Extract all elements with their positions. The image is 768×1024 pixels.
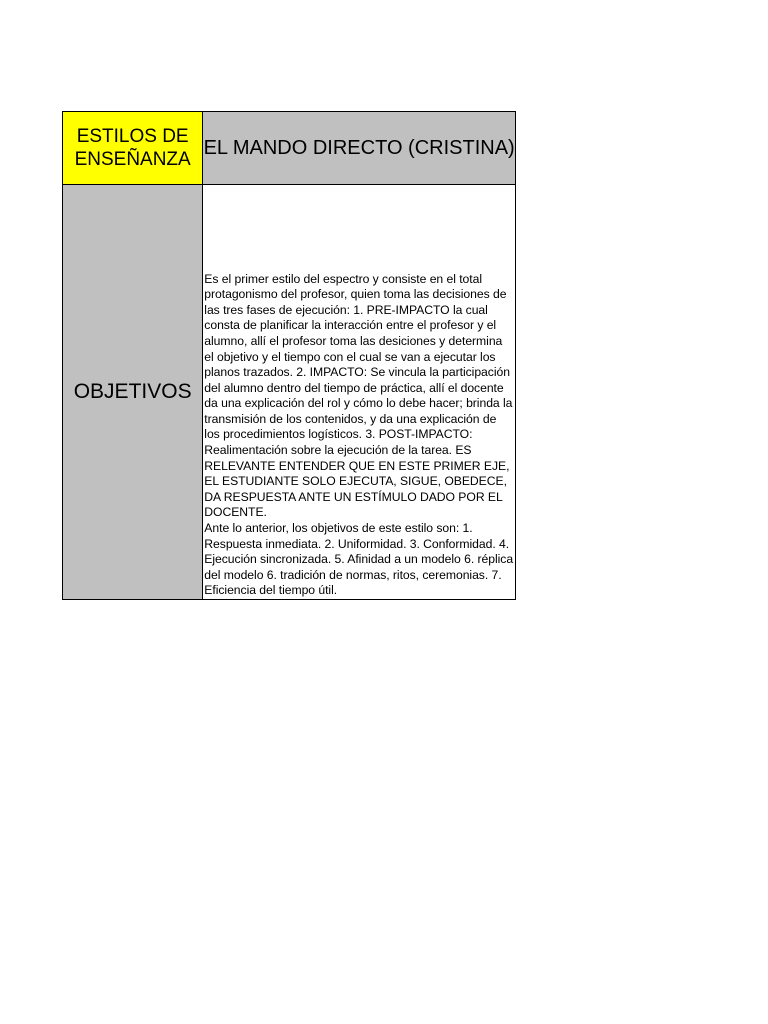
objectives-content-text: Es el primer estilo del espectro y consiste en el total protagonismo del profesor, quien toma las decisiones de las tres fases de ejecución: 1. PRE-IMPACTO la cual consta de planificar la interacción entre el profesor y el alumno, allí el profesor toma las desiciones y determina el objetivo y el tiempo con el cual se van a ejecutar los planos trazados. 2. IMPACTO: Se vincula la participación del alumno dentro del tiempo de práctica, allí el docente da una explicación del rol y cómo lo debe hacer; brinda la transmisión de los contenidos, y da una explicación de los procedimientos logísticos. 3. POST-IMPACTO: Realimentación sobre la ejecución de la tarea. ES RELEVANTE ENTENDER QUE EN ESTE PRIMER EJE, EL ESTUDIANTE SOLO EJECUTA, SIGUE, OBEDECE, DA RESPUESTA ANTE UN ESTÍMULO DADO POR EL DOCENTE. Ante lo anterior, los objetivos de este estilo son: 1. Respuesta inmediata. 2. Uniformidad. 3. Conformidad. 4. Ejecución sincronizada. 5. Afinidad a un modelo 6. réplica del modelo 6. tradición de normas, ritos, ceremonias. 7. Eficiencia del tiempo útil.: [204, 271, 514, 598]
objectives-row: [63, 185, 516, 600]
header-teaching-styles-text: ESTILOS DE ENSEÑANZA: [74, 126, 191, 170]
header-row: [63, 112, 516, 185]
objectives-content-cell[interactable]: [203, 185, 516, 600]
header-cell-teaching-styles[interactable]: [63, 112, 203, 185]
header-direct-command-text: EL MANDO DIRECTO (CRISTINA): [203, 136, 515, 159]
styles-table: [62, 111, 516, 600]
header-cell-direct-command[interactable]: [203, 112, 516, 185]
objectives-label-text: OBJETIVOS: [73, 380, 192, 403]
objectives-label-cell[interactable]: [63, 185, 203, 600]
